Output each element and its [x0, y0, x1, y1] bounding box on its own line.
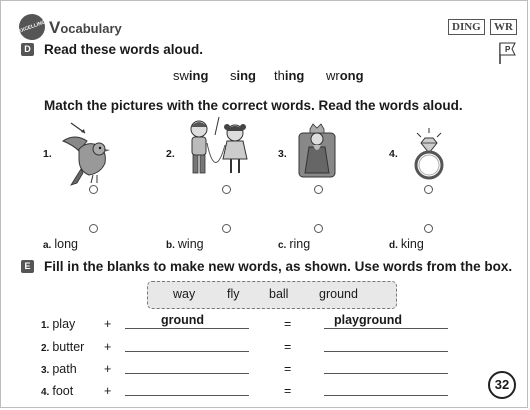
row-1-answer: ground — [161, 313, 205, 327]
row-4-plus: + — [104, 384, 112, 398]
king-on-throne-icon — [297, 123, 337, 179]
title-rest: ocabulary — [60, 21, 122, 36]
read-word-2: sing — [230, 68, 256, 83]
picture-radio-4[interactable] — [424, 185, 433, 194]
row-2-label: 2. butter — [41, 340, 85, 354]
row-2-blank[interactable] — [125, 351, 249, 352]
row-1-equals: = — [284, 317, 292, 331]
children-with-rope-icon — [181, 115, 253, 181]
row-1-label: 1. play — [41, 317, 76, 331]
option-a: a. long — [43, 237, 78, 251]
row-2-result-blank[interactable] — [324, 351, 448, 352]
picture-number-2: 2. — [166, 148, 175, 160]
tag-ding: DING — [448, 19, 485, 35]
diamond-ring-icon — [411, 127, 447, 181]
row-4-result-blank[interactable] — [324, 395, 448, 396]
option-d: d. king — [389, 237, 424, 251]
excelling-logo-icon: EXCELLING — [15, 10, 48, 43]
section-d-box: D — [21, 43, 34, 56]
tag-wr: WR — [490, 19, 517, 35]
option-b: b. wing — [166, 237, 204, 251]
flag-icon — [497, 41, 517, 65]
row-3-result-blank[interactable] — [324, 373, 448, 374]
row-1-result-blank[interactable] — [324, 328, 448, 329]
title-first-letter: V — [49, 18, 61, 37]
picture-number-1: 1. — [43, 148, 52, 160]
row-2-plus: + — [104, 340, 112, 354]
picture-number-4: 4. — [389, 148, 398, 160]
option-radio-d[interactable] — [424, 224, 433, 233]
option-radio-a[interactable] — [89, 224, 98, 233]
option-radio-b[interactable] — [222, 224, 231, 233]
row-2-equals: = — [284, 340, 292, 354]
picture-radio-2[interactable] — [222, 185, 231, 194]
picture-radio-1[interactable] — [89, 185, 98, 194]
option-radio-c[interactable] — [314, 224, 323, 233]
row-4-blank[interactable] — [125, 395, 249, 396]
read-word-4: wrong — [326, 68, 364, 83]
row-3-plus: + — [104, 362, 112, 376]
box-word-ball: ball — [269, 287, 289, 301]
picture-number-3: 3. — [278, 148, 287, 160]
section-e-heading: Fill in the blanks to make new words, as shown. Use words from the box. — [44, 259, 513, 274]
row-3-blank[interactable] — [125, 373, 249, 374]
box-word-way: way — [173, 287, 196, 301]
row-4-label: 4. foot — [41, 384, 74, 398]
row-1-result: playground — [334, 313, 403, 327]
row-1-plus: + — [104, 317, 112, 331]
row-3-equals: = — [284, 362, 292, 376]
section-d-heading: Read these words aloud. — [44, 42, 204, 57]
box-word-fly: fly — [227, 287, 240, 301]
row-1-blank[interactable] — [125, 328, 249, 329]
read-word-1: swing — [173, 68, 209, 83]
section-e-box: E — [21, 260, 34, 273]
bird-icon — [57, 119, 113, 189]
picture-radio-3[interactable] — [314, 185, 323, 194]
page-title — [49, 18, 122, 38]
svg-text:P: P — [505, 45, 511, 54]
page-number: 32 — [488, 371, 516, 399]
read-word-3: thing — [274, 68, 305, 83]
box-word-ground: ground — [319, 287, 358, 301]
match-heading: Match the pictures with the correct words. Read the words aloud. — [44, 98, 463, 113]
option-c: c. ring — [278, 237, 311, 251]
row-3-label: 3. path — [41, 362, 77, 376]
row-4-equals: = — [284, 384, 292, 398]
